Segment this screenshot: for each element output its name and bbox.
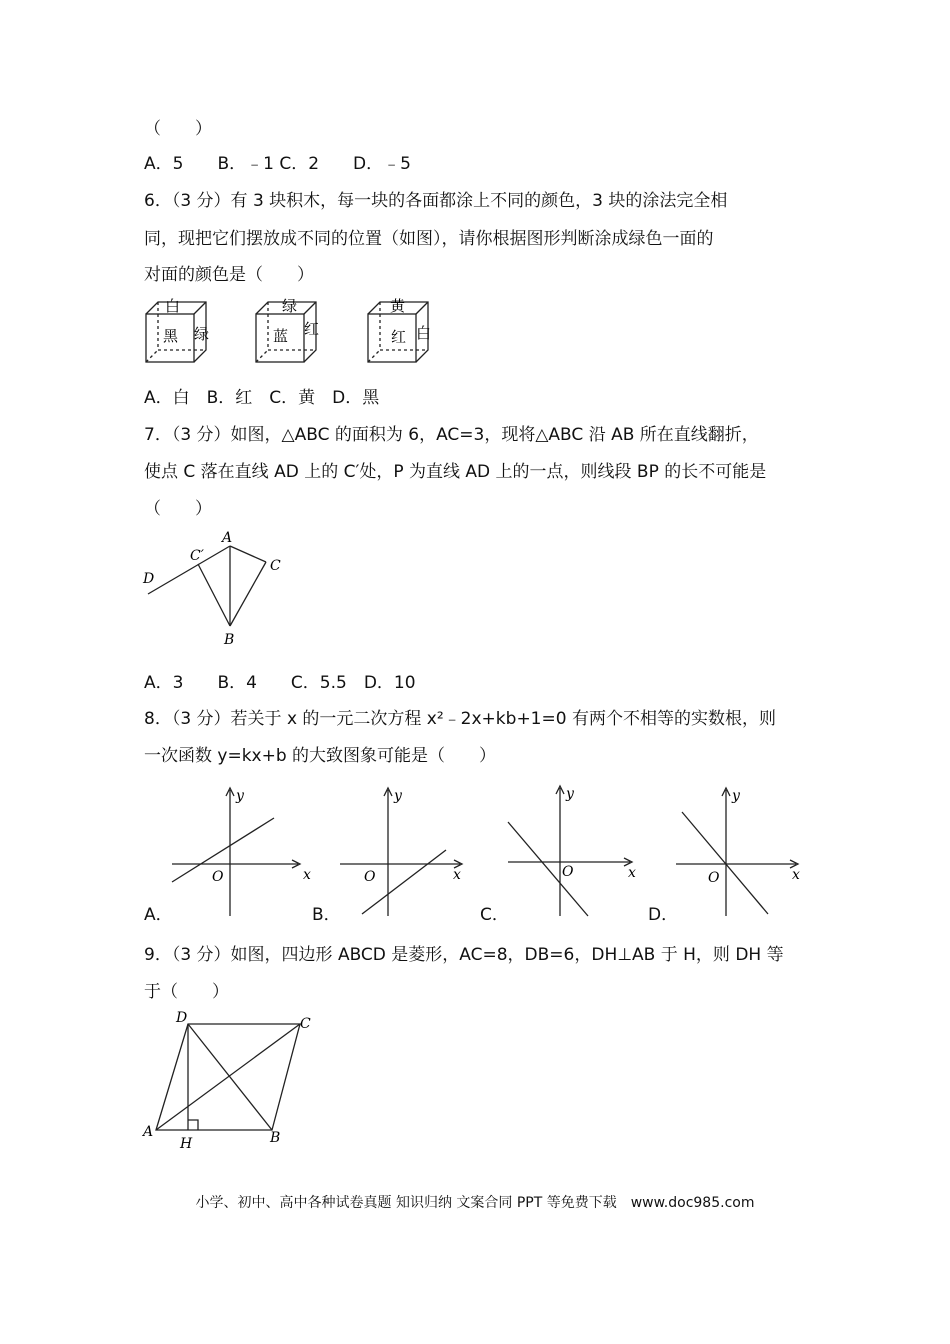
q8-option-a-label: A． [144,905,173,925]
q6-cubes-figure [140,296,440,368]
graph-d-y-label: y [732,788,740,804]
q8-option-c-label: C． [480,905,509,925]
q5-paren: （ ） [144,119,212,139]
page-footer: 小学、初中、高中各种试卷真题 知识归纳 文案合同 PPT 等免费下载 www.doc985.com [195,1195,755,1211]
cube-2-top-label: 绿 [282,297,298,315]
graph-d-x-label: x [792,867,800,883]
cube-3-right-label: 白 [416,324,432,342]
cube-1-front-label: 黑 [163,327,179,345]
cube-3-front-label: 红 [391,328,407,346]
point-c-label: C [300,1016,311,1032]
cube-1-top-label: 白 [165,297,181,315]
q5-options: A．5 B．﹣1 C．2 D．﹣5 [144,154,411,174]
graph-b-origin-label: O [364,869,376,885]
q8-line1: 8．（3 分）若关于 x 的一元二次方程 x²﹣2x+kb+1=0 有两个不相等的实数根，则 [144,709,776,729]
diagonal-db [188,1024,272,1130]
q9-rhombus-figure [140,1006,330,1154]
q8-graph-a [168,784,318,919]
point-d-label: D [143,571,155,587]
point-a-label: A [143,1124,154,1140]
point-b-label: B [270,1130,281,1146]
q9-line2: 于（ ） [144,982,229,1002]
q7-line1: 7．（3 分）如图，△ABC 的面积为 6，AC=3，现将△ABC 沿 AB 所在直线翻折， [144,425,759,445]
q6-options: A．白 B．红 C．黄 D．黑 [144,388,380,408]
point-a-label: A [222,530,233,546]
graph-a-x-label: x [303,867,311,883]
point-h-label: H [180,1136,193,1152]
q6-line1: 6．（3 分）有 3 块积木，每一块的各面都涂上不同的颜色，3 块的涂法完全相 [144,191,728,211]
cube-2-front-label: 蓝 [273,327,289,345]
q8-graph-d [672,784,822,919]
q8-graph-b [336,784,486,919]
q6-line3: 对面的颜色是（ ） [144,265,314,285]
graph-d-line [682,812,768,914]
graph-c-origin-label: O [562,864,574,880]
line-ad [148,546,230,594]
q8-line2: 一次函数 y=kx+b 的大致图象可能是（ ） [144,746,497,766]
point-cprime-label: C′ [190,548,204,564]
graph-b-x-label: x [453,867,461,883]
point-b-label: B [224,632,235,648]
cube-3-top-label: 黄 [390,297,406,315]
q7-options: A．3 B．4 C．5.5 D．10 [144,673,416,693]
right-angle-mark [188,1120,198,1130]
q7-line3: （ ） [144,499,212,519]
point-c-label: C [270,558,281,574]
graph-c-x-label: x [628,865,636,881]
q7-line2: 使点 C 落在直线 AD 上的 C′处，P 为直线 AD 上的一点，则线段 BP 的长不可能是 [144,462,767,482]
graph-c-line [508,822,588,916]
q8-option-b-label: B． [312,905,341,925]
graph-a-origin-label: O [212,869,224,885]
cube-1-right-label: 绿 [194,325,210,343]
segment-cpb [198,564,230,626]
cube-2-right-label: 红 [304,320,320,338]
graph-c-y-label: y [566,786,574,802]
q9-line1: 9．（3 分）如图，四边形 ABCD 是菱形，AC=8，DB=6，DH⊥AB 于 H，则 DH 等 [144,945,784,965]
graph-b-y-label: y [394,788,402,804]
graph-a-y-label: y [236,788,244,804]
q6-line2: 同，现把它们摆放成不同的位置（如图），请你根据图形判断涂成绿色一面的 [144,229,714,249]
segment-ac [230,546,266,562]
q8-option-d-label: D． [648,905,679,925]
q8-graph-c [504,782,654,919]
diagonal-ac [156,1024,300,1130]
graph-d-origin-label: O [708,870,720,886]
segment-cb [230,562,266,626]
q7-triangle-figure [140,528,300,648]
point-d-label: D [176,1010,188,1026]
